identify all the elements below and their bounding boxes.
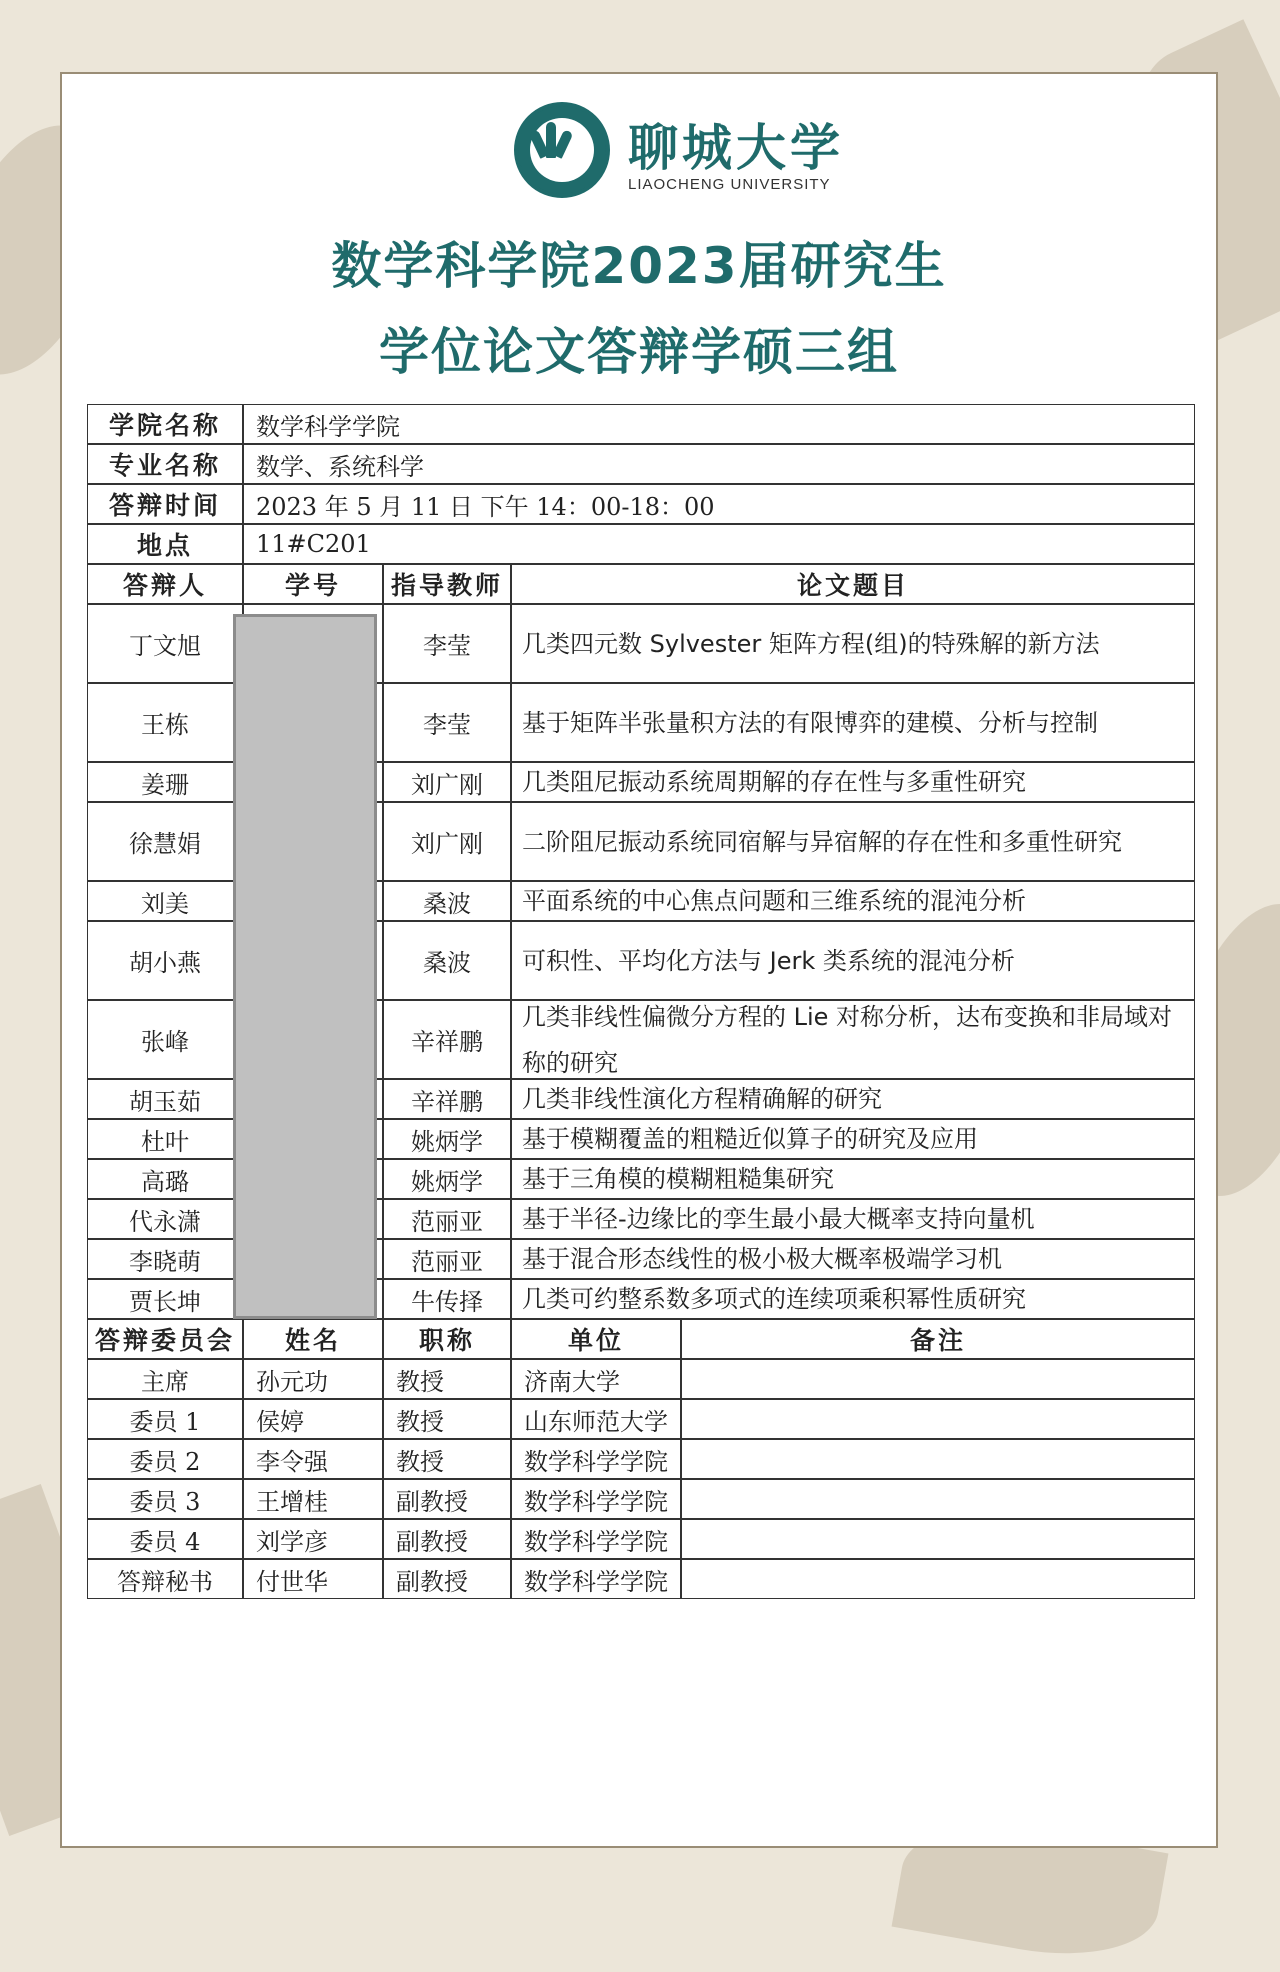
advisor-name: 姚炳学 xyxy=(383,1119,511,1159)
committee-role: 主席 xyxy=(87,1359,243,1399)
advisor-name: 桑波 xyxy=(383,921,511,1000)
column-header: 学号 xyxy=(243,564,383,604)
page-title-line2: 学位论文答辩学硕三组 xyxy=(379,323,899,381)
student-name: 代永潇 xyxy=(87,1199,243,1239)
info-label: 答辩时间 xyxy=(87,484,243,524)
committee-unit: 山东师范大学 xyxy=(511,1399,681,1439)
committee-rank: 教授 xyxy=(383,1359,511,1399)
committee-unit: 数学科学学院 xyxy=(511,1519,681,1559)
advisor-name: 刘广刚 xyxy=(383,802,511,881)
thesis-title: 基于混合形态线性的极小极大概率极端学习机 xyxy=(511,1239,1195,1279)
committee-rank: 副教授 xyxy=(383,1519,511,1559)
committee-role: 答辩秘书 xyxy=(87,1559,243,1599)
university-seal-icon xyxy=(514,102,610,198)
committee-note xyxy=(681,1479,1195,1519)
student-name: 胡玉茹 xyxy=(87,1079,243,1119)
advisor-name: 范丽亚 xyxy=(383,1199,511,1239)
committee-unit: 数学科学学院 xyxy=(511,1559,681,1599)
committee-role: 委员 1 xyxy=(87,1399,243,1439)
committee-role: 委员 2 xyxy=(87,1439,243,1479)
committee-role: 委员 3 xyxy=(87,1479,243,1519)
committee-rank: 教授 xyxy=(383,1399,511,1439)
committee-name: 刘学彦 xyxy=(243,1519,383,1559)
column-header: 论文题目 xyxy=(511,564,1195,604)
committee-note xyxy=(681,1439,1195,1479)
info-value: 数学、系统科学 xyxy=(243,444,1195,484)
thesis-title: 基于三角模的模糊粗糙集研究 xyxy=(511,1159,1195,1199)
page-title-line1: 数学科学院2023届研究生 xyxy=(331,237,947,295)
thesis-title: 基于模糊覆盖的粗糙近似算子的研究及应用 xyxy=(511,1119,1195,1159)
info-label: 地点 xyxy=(87,524,243,564)
advisor-name: 李莹 xyxy=(383,683,511,762)
student-name: 姜珊 xyxy=(87,762,243,802)
thesis-title: 几类四元数 Sylvester 矩阵方程(组)的特殊解的新方法 xyxy=(511,604,1195,683)
committee-unit: 数学科学学院 xyxy=(511,1479,681,1519)
defense-table xyxy=(87,404,1195,1820)
advisor-name: 范丽亚 xyxy=(383,1239,511,1279)
university-name-en: LIAOCHENG UNIVERSITY xyxy=(628,176,831,193)
student-name: 丁文旭 xyxy=(87,604,243,683)
student-name: 胡小燕 xyxy=(87,921,243,1000)
info-value: 2023 年 5 月 11 日 下午 14：00-18：00 xyxy=(243,484,1195,524)
committee-name: 李令强 xyxy=(243,1439,383,1479)
committee-note xyxy=(681,1519,1195,1559)
committee-header: 备注 xyxy=(681,1319,1195,1359)
committee-rank: 副教授 xyxy=(383,1479,511,1519)
thesis-title: 可积性、平均化方法与 Jerk 类系统的混沌分析 xyxy=(511,921,1195,1000)
advisor-name: 辛祥鹏 xyxy=(383,1000,511,1079)
column-header: 指导教师 xyxy=(383,564,511,604)
schedule-card xyxy=(60,72,1218,1848)
committee-role: 委员 4 xyxy=(87,1519,243,1559)
committee-header: 职称 xyxy=(383,1319,511,1359)
student-name: 张峰 xyxy=(87,1000,243,1079)
committee-header: 答辩委员会 xyxy=(87,1319,243,1359)
advisor-name: 辛祥鹏 xyxy=(383,1079,511,1119)
committee-rank: 教授 xyxy=(383,1439,511,1479)
committee-unit: 数学科学学院 xyxy=(511,1439,681,1479)
thesis-title: 基于矩阵半张量积方法的有限博弈的建模、分析与控制 xyxy=(511,683,1195,762)
committee-note xyxy=(681,1559,1195,1599)
info-value: 数学科学学院 xyxy=(243,404,1195,444)
advisor-name: 李莹 xyxy=(383,604,511,683)
committee-name: 侯婷 xyxy=(243,1399,383,1439)
advisor-name: 姚炳学 xyxy=(383,1159,511,1199)
info-label: 学院名称 xyxy=(87,404,243,444)
info-label: 专业名称 xyxy=(87,444,243,484)
committee-header: 姓名 xyxy=(243,1319,383,1359)
thesis-title: 几类可约整系数多项式的连续项乘积幂性质研究 xyxy=(511,1279,1195,1319)
thesis-title: 几类非线性演化方程精确解的研究 xyxy=(511,1079,1195,1119)
student-name: 刘美 xyxy=(87,881,243,921)
redacted-student-ids xyxy=(233,614,377,1319)
university-logo xyxy=(452,94,872,204)
student-name: 高璐 xyxy=(87,1159,243,1199)
advisor-name: 桑波 xyxy=(383,881,511,921)
thesis-title: 几类非线性偏微分方程的 Lie 对称分析，达布变换和非局域对称的研究 xyxy=(511,1000,1195,1079)
thesis-title: 平面系统的中心焦点问题和三维系统的混沌分析 xyxy=(511,881,1195,921)
committee-name: 付世华 xyxy=(243,1559,383,1599)
student-name: 贾长坤 xyxy=(87,1279,243,1319)
column-header: 答辩人 xyxy=(87,564,243,604)
student-name: 李晓萌 xyxy=(87,1239,243,1279)
committee-rank: 副教授 xyxy=(383,1559,511,1599)
thesis-title: 基于半径-边缘比的孪生最小最大概率支持向量机 xyxy=(511,1199,1195,1239)
thesis-title: 二阶阻尼振动系统同宿解与异宿解的存在性和多重性研究 xyxy=(511,802,1195,881)
student-name: 徐慧娟 xyxy=(87,802,243,881)
committee-note xyxy=(681,1399,1195,1439)
advisor-name: 牛传择 xyxy=(383,1279,511,1319)
thesis-title: 几类阻尼振动系统周期解的存在性与多重性研究 xyxy=(511,762,1195,802)
committee-unit: 济南大学 xyxy=(511,1359,681,1399)
committee-note xyxy=(681,1359,1195,1399)
committee-header: 单位 xyxy=(511,1319,681,1359)
university-name-cn: 聊城大学 xyxy=(628,118,844,177)
info-value: 11#C201 xyxy=(243,524,1195,564)
student-name: 王栋 xyxy=(87,683,243,762)
committee-name: 王增桂 xyxy=(243,1479,383,1519)
committee-name: 孙元功 xyxy=(243,1359,383,1399)
advisor-name: 刘广刚 xyxy=(383,762,511,802)
student-name: 杜叶 xyxy=(87,1119,243,1159)
